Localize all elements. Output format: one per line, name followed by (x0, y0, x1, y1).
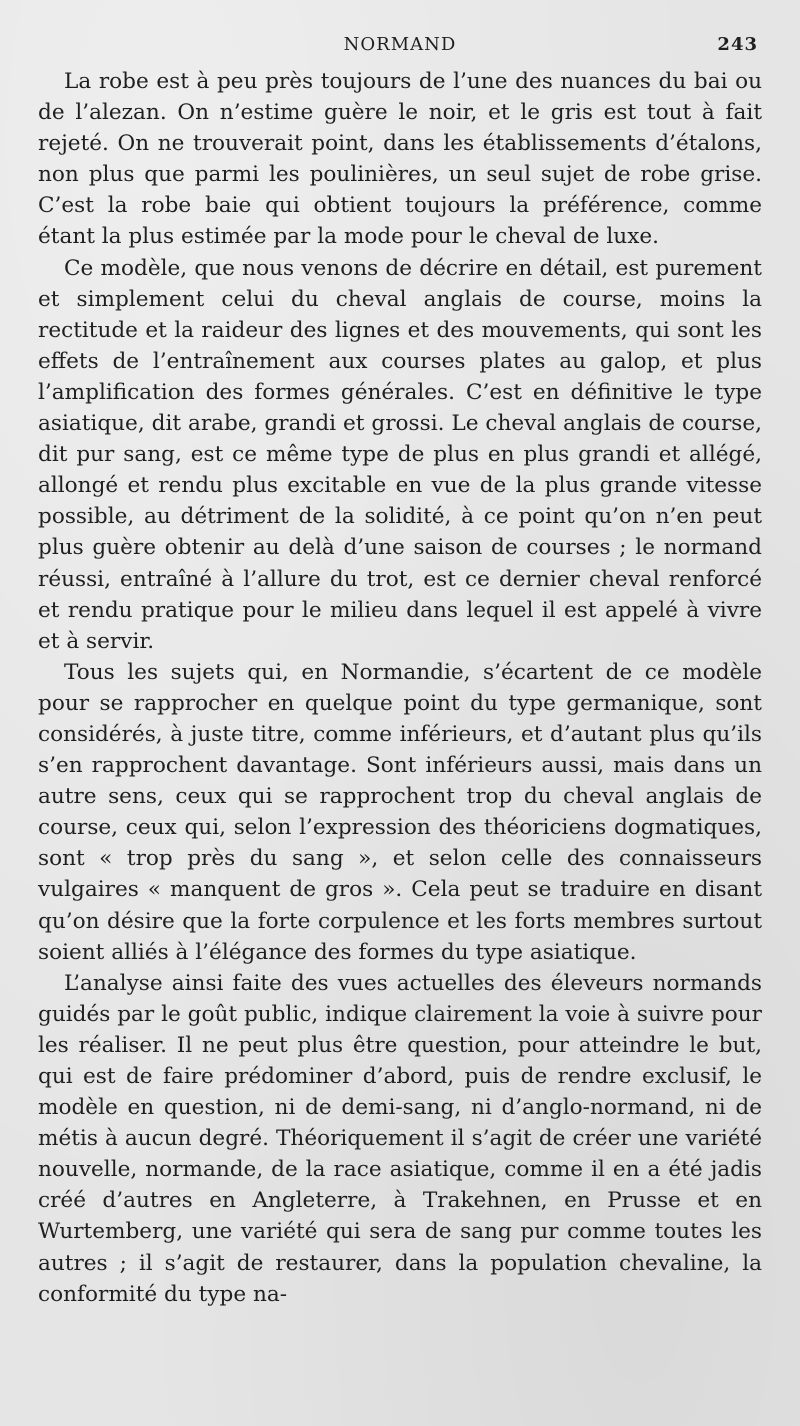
body-text (38, 66, 762, 1310)
page-number: 243 (717, 34, 758, 55)
paragraph: Tous les sujets qui, en Normandie, s’écartent de ce modèle pour se rapprocher en quelque point du type germanique, sont considérés, à juste titre, comme inférieurs, et d’autant plus qu’ils s’en rapprochent davantage. Sont inférieurs aussi, mais dans un autre sens, ceux qui se rapprochent trop du cheval anglais de course, ceux qui, selon l’expression des théoriciens dogmatiques, sont « trop près du sang », et selon celle des connaisseurs vulgaires « manquent de gros ». Cela peut se traduire en disant qu’on désire que la forte corpulence et les forts membres surtout soient alliés à l’élégance des formes du type asiatique. (38, 659, 762, 965)
paragraph: La robe est à peu près toujours de l’une des nuances du bai ou de l’alezan. On n’estime guère le noir, et le gris est tout à fait rejeté. On ne trouverait point, dans les établissements d’étalons, non plus que parmi les poulinières, un seul sujet de robe grise. C’est la robe baie qui obtient toujours la préférence, comme étant la plus estimée par la mode pour le cheval de luxe. (38, 69, 762, 250)
running-head: NORMAND (343, 34, 457, 55)
page-header (38, 30, 762, 66)
paragraph: Ce modèle, que nous venons de décrire en détail, est purement et simplement celui du cheval anglais de course, moins la rectitude et la raideur des lignes et des mouvements, qui sont les effets de l’entraînement aux courses plates au galop, et plus l’amplification des formes générales. C’est en définitive le type asiatique, dit arabe, grandi et grossi. Le cheval anglais de course, dit pur sang, est ce même type de plus en plus grandi et allégé, allongé et rendu plus excitable en vue de la plus grande vitesse possible, au détriment de la solidité, à ce point qu’on n’en peut plus guère obtenir au delà d’une saison de courses ; le normand réussi, entraîné à l’allure du trot, est ce dernier cheval renforcé et rendu pratique pour le milieu dans lequel il est appelé à vivre et à servir. (38, 255, 762, 654)
paragraph: L’analyse ainsi faite des vues actuelles des éleveurs normands guidés par le goût public, indique clairement la voie à suivre pour les réaliser. Il ne peut plus être question, pour atteindre le but, qui est de faire prédominer d’abord, puis de rendre exclusif, le modèle en question, ni de demi-sang, ni d’anglo-normand, ni de métis à aucun degré. Théoriquement il s’agit de créer une variété nouvelle, normande, de la race asiatique, comme il en a été jadis créé d’autres en Angleterre, à Trakehnen, en Prusse et en Wurtemberg, une variété qui sera de sang pur comme toutes les autres ; il s’agit de restaurer, dans la population chevaline, la conformité du type na- (38, 970, 762, 1307)
